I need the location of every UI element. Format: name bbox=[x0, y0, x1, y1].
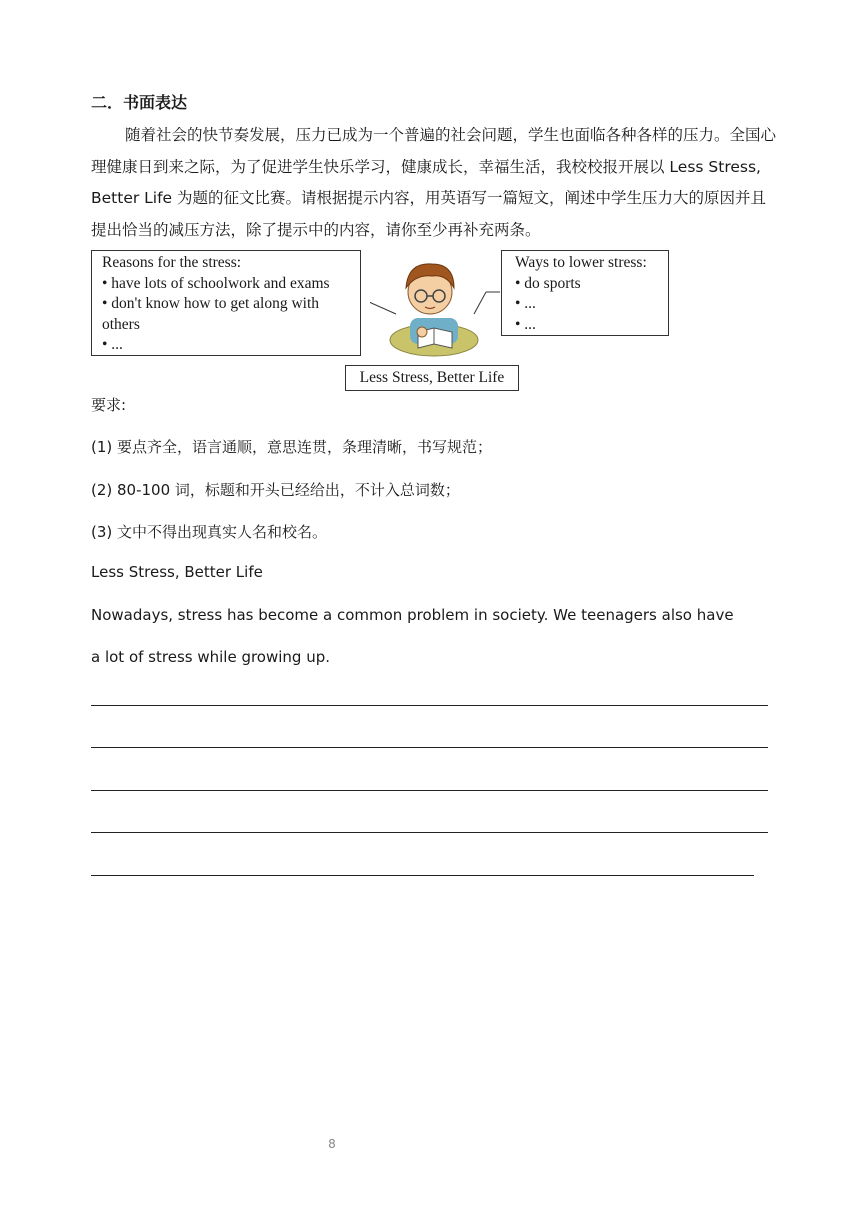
reasons-item: • ... bbox=[102, 336, 123, 354]
answer-line[interactable] bbox=[91, 790, 768, 791]
ways-item: • ... bbox=[515, 295, 536, 313]
answer-line[interactable] bbox=[91, 832, 768, 833]
reasons-title: Reasons for the stress: bbox=[102, 254, 242, 271]
reasons-item: • have lots of schoolwork and exams bbox=[102, 274, 330, 292]
answer-line[interactable] bbox=[91, 705, 768, 706]
requirement-item: (3) 文中不得出现真实人名和校名。 bbox=[91, 523, 328, 541]
answer-line[interactable] bbox=[91, 747, 768, 748]
reasons-item: others bbox=[102, 315, 140, 333]
ways-item: • ... bbox=[515, 315, 536, 333]
ways-item: • do sports bbox=[515, 274, 581, 292]
essay-opening: a lot of stress while growing up. bbox=[91, 648, 331, 666]
left-pointer-line bbox=[370, 298, 396, 314]
page-number: 8 bbox=[328, 1137, 336, 1151]
prompt-paragraph bbox=[91, 120, 781, 246]
answer-line[interactable] bbox=[91, 875, 754, 876]
requirement-item: (1) 要点齐全，语言通顺，意思连贯，条理清晰，书写规范； bbox=[91, 438, 493, 456]
essay-opening: Nowadays, stress has become a common problem in society. We teenagers also have bbox=[91, 606, 734, 624]
ways-title: Ways to lower stress: bbox=[515, 254, 647, 271]
section-heading: 二．书面表达 bbox=[91, 93, 188, 112]
ways-box bbox=[501, 250, 669, 336]
requirements-label: 要求: bbox=[91, 396, 127, 414]
requirement-item: (2) 80-100 词，标题和开头已经给出，不计入总词数； bbox=[91, 481, 460, 499]
reasons-item: • don't know how to get along with bbox=[102, 295, 320, 313]
reasons-box bbox=[91, 250, 361, 356]
hand-icon bbox=[417, 327, 427, 337]
illustration-caption: Less Stress, Better Life bbox=[345, 365, 519, 391]
essay-title: Less Stress, Better Life bbox=[91, 563, 263, 581]
student-reading-illustration bbox=[370, 252, 500, 362]
prompt-text: 随着社会的快节奏发展，压力已成为一个普遍的社会问题，学生也面临各种各样的压力。全国心理健康日到来之际，为了促进学生快乐学习，健康成长，幸福生活，我校校报开展以 Less Stress, Better Life 为题的征文比赛。请根据提示内容，用英语写一篇短文，阐述中学生压力大的原因并且提出恰当的减压方法，除了提示中的内容，请你至少再补充两条。 bbox=[91, 126, 777, 239]
right-pointer-line bbox=[474, 292, 486, 314]
